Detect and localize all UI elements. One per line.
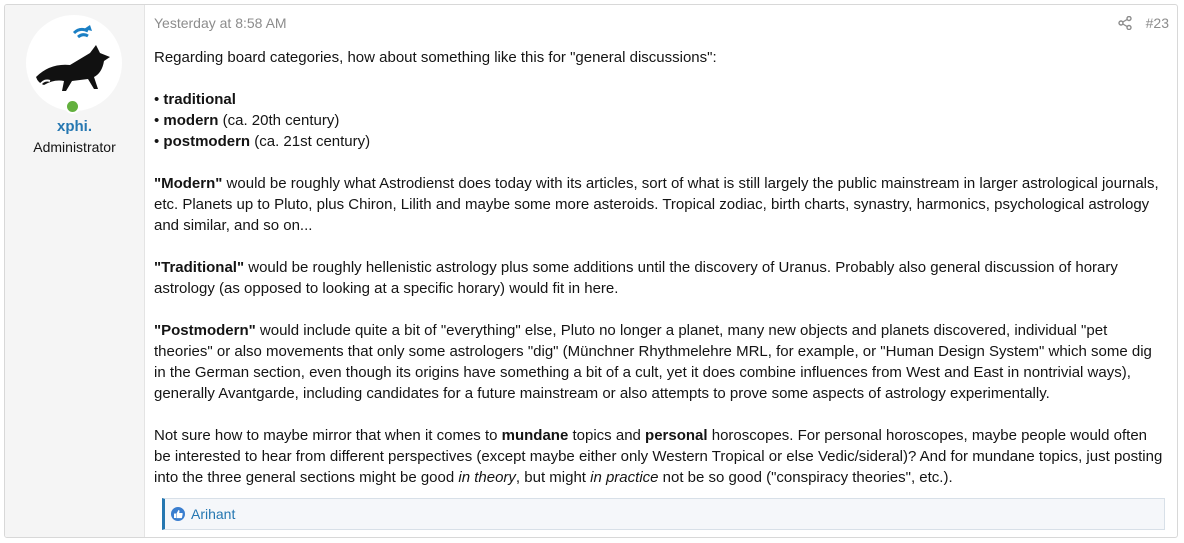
paragraph-postmodern: "Postmodern" would include quite a bit of "everything" else, Pluto no longer a planet, many new objects and planets discovered, individual "pet theories" or also movements that only some astrologers "dig" (Münchner Rhythmelehre MRL, for example, or "Human Design System" which some dig in the German section, even though its origins have something a bit of a cult, yet it does combine influences from West and East in nontrivial ways), generally Avantgarde, including candidates for a future mainstream or also attempts to prove some aspects of astrology experimentally. [154, 322, 1152, 402]
post-timestamp[interactable]: Yesterday at 8:58 AM [154, 15, 287, 31]
paragraph-modern: "Modern" would be roughly what Astrodienst does today with its articles, sort of what is still largely the public mainstream in larger astrological journals, etc. Planets up to Pluto, plus Chiron, Lilith and maybe some more asteroids. Tropical zodiac, birth charts, synastry, harmonics, psychological astrology and similar, and so on... [154, 175, 1159, 234]
online-status-icon [65, 99, 80, 114]
avatar[interactable] [26, 15, 122, 111]
category-list [154, 89, 1164, 152]
list-item: • postmodern (ca. 21st century) [154, 133, 371, 150]
paragraph-traditional: "Traditional" would be roughly hellenistic astrology plus some additions until the discovery of Uranus. Probably also general discussion of horary astrology (as opposed to looking at a specific horary) would fit in here. [154, 259, 1118, 297]
message-main [154, 5, 1169, 537]
message-post [4, 4, 1178, 538]
share-icon[interactable] [1118, 16, 1132, 30]
paragraph-closing: Not sure how to maybe mirror that when it comes to mundane topics and personal horoscopes. For personal horoscopes, maybe people would often be interested to hear from different perspectives (except maybe either only Western Tropical or else Vedic/sideral)? And for mundane topics, just posting into the three general sections might be good in theory, but might in practice not be so good ("conspiracy theories", etc.). [154, 427, 1163, 486]
post-number[interactable]: #23 [1145, 15, 1169, 31]
post-intro: Regarding board categories, how about something like this for "general discussions": [154, 49, 717, 66]
user-cell [5, 5, 145, 537]
post-actions [1118, 15, 1169, 31]
post-body [154, 47, 1164, 509]
like-icon [171, 507, 185, 521]
list-item: • traditional [154, 91, 236, 108]
username[interactable]: xphi. [56, 118, 92, 135]
user-title: Administrator [33, 139, 116, 155]
list-item: • modern (ca. 20th century) [154, 112, 340, 129]
reaction-user-link[interactable]: Arihant [191, 506, 236, 522]
fox-logo-icon [26, 15, 122, 111]
reactions-bar [162, 498, 1165, 530]
